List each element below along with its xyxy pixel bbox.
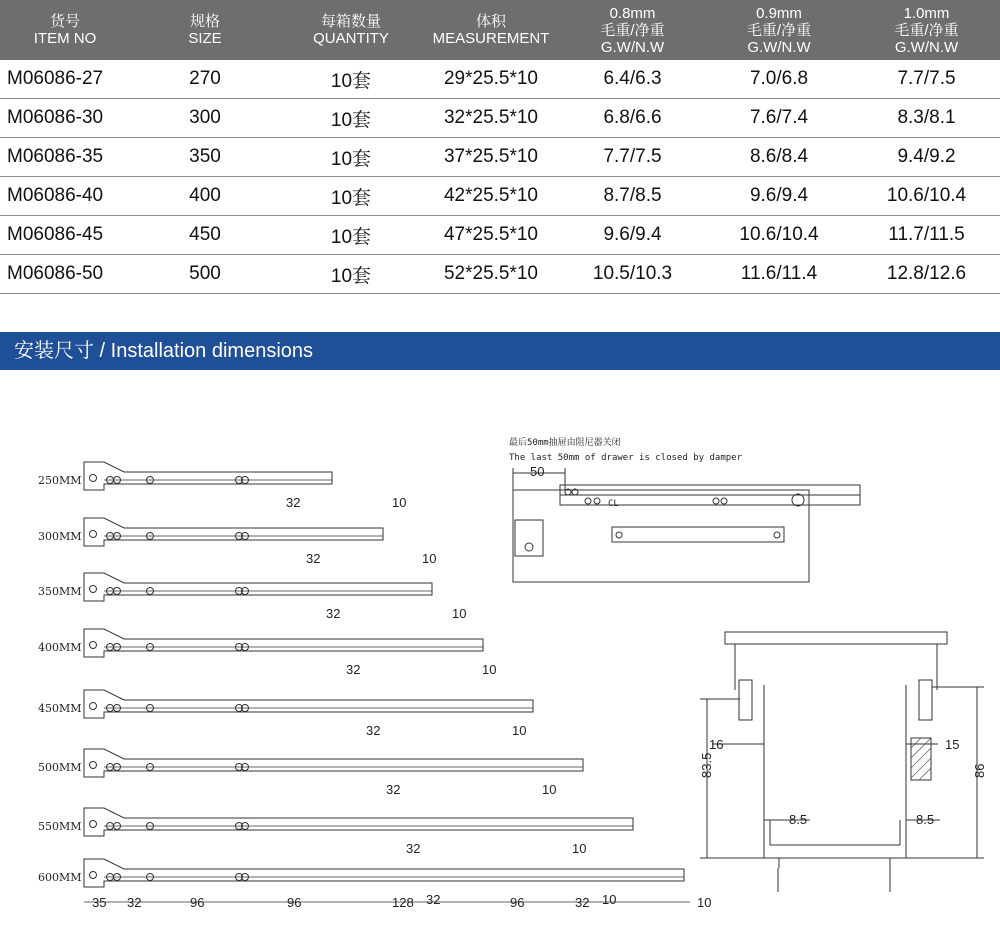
table-cell: 12.8/12.6 xyxy=(853,255,1000,294)
table-cell: 7.6/7.4 xyxy=(705,99,853,138)
rail-outline xyxy=(84,859,684,887)
table-cell: 32*25.5*10 xyxy=(422,99,560,138)
rail-outline xyxy=(84,808,633,836)
table-cell: 9.6/9.4 xyxy=(560,216,705,255)
rail-dimension: 32 xyxy=(386,782,401,797)
table-row xyxy=(0,177,1000,216)
mounting-hole xyxy=(90,531,97,538)
mounting-hole xyxy=(90,821,97,828)
table-cell: 10.6/10.4 xyxy=(853,177,1000,216)
table-cell: 500 xyxy=(130,255,280,294)
dim-32-a: 32 xyxy=(127,895,142,910)
rail-dimension: 10 xyxy=(392,495,407,510)
table-row xyxy=(0,255,1000,294)
damper-dim-50: 50 xyxy=(530,464,545,479)
damper-note-cn: 最后50mm抽屉由阻尼器关闭 xyxy=(509,438,621,448)
mounting-hole xyxy=(90,703,97,710)
table-cell: 450 xyxy=(130,216,280,255)
table-cell: M06086-45 xyxy=(0,216,130,255)
table-cell: 10套 xyxy=(280,60,422,99)
header-weight-08: 0.8mm 毛重/净重 G.W/N.W xyxy=(560,0,705,60)
dim-128: 128 xyxy=(392,895,414,910)
table-cell: 9.4/9.2 xyxy=(853,138,1000,177)
rail-dimension: 10 xyxy=(542,782,557,797)
mounting-hole xyxy=(90,586,97,593)
mounting-hole xyxy=(90,642,97,649)
rail-outline xyxy=(84,629,483,657)
dim-83-5: 83.5 xyxy=(699,752,714,778)
rail-stack xyxy=(38,462,684,907)
header-quantity: 每箱数量 QUANTITY xyxy=(280,0,422,60)
rail-length-label: 600MM xyxy=(38,871,82,884)
dim-16: 16 xyxy=(709,737,724,752)
rail-dimension: 32 xyxy=(346,662,361,677)
rail-length-label: 500MM xyxy=(38,761,82,774)
table-cell: 8.3/8.1 xyxy=(853,99,1000,138)
table-cell: 300 xyxy=(130,99,280,138)
installation-drawing xyxy=(0,400,1000,941)
table-cell: 11.6/11.4 xyxy=(705,255,853,294)
header-weight-09: 0.9mm 毛重/净重 G.W/N.W xyxy=(705,0,853,60)
header-size: 规格 SIZE xyxy=(130,0,280,60)
rail-length-label: 400MM xyxy=(38,641,82,654)
table-cell: 11.7/11.5 xyxy=(853,216,1000,255)
rail-dimension: 32 xyxy=(426,892,441,907)
dim-15: 15 xyxy=(945,737,960,752)
cross-section-view xyxy=(700,632,984,892)
dim-8-5-left: 8.5 xyxy=(789,812,808,827)
table-row xyxy=(0,60,1000,99)
table-cell: M06086-30 xyxy=(0,99,130,138)
dim-32-b: 32 xyxy=(575,895,590,910)
header-measurement: 体积 MEASUREMENT xyxy=(422,0,560,60)
table-cell: 10.6/10.4 xyxy=(705,216,853,255)
table-cell: 8.6/8.4 xyxy=(705,138,853,177)
table-header-row xyxy=(0,0,1000,60)
damper-view xyxy=(513,468,860,582)
rail-length-label: 550MM xyxy=(38,820,82,833)
rail-outline xyxy=(84,518,383,546)
table-cell: 29*25.5*10 xyxy=(422,60,560,99)
rail-length-label: 300MM xyxy=(38,530,82,543)
dim-96-b: 96 xyxy=(287,895,302,910)
table-cell: 9.6/9.4 xyxy=(705,177,853,216)
table-cell: 7.7/7.5 xyxy=(853,60,1000,99)
table-cell: M06086-27 xyxy=(0,60,130,99)
dim-96-c: 96 xyxy=(510,895,525,910)
table-cell: 6.4/6.3 xyxy=(560,60,705,99)
table-cell: 270 xyxy=(130,60,280,99)
table-cell: 7.0/6.8 xyxy=(705,60,853,99)
table-cell: 37*25.5*10 xyxy=(422,138,560,177)
rail-dimension: 32 xyxy=(366,723,381,738)
dim-8-5-right: 8.5 xyxy=(916,812,935,827)
dim-10-bottom: 10 xyxy=(697,895,712,910)
table-cell: M06086-40 xyxy=(0,177,130,216)
table-cell: 6.8/6.6 xyxy=(560,99,705,138)
rail-length-label: 350MM xyxy=(38,585,82,598)
rail-length-label: 250MM xyxy=(38,474,82,487)
rail-dimension: 10 xyxy=(512,723,527,738)
table-cell: 7.7/7.5 xyxy=(560,138,705,177)
rail-dimension: 32 xyxy=(286,495,301,510)
rail-dimension: 32 xyxy=(406,841,421,856)
mounting-hole xyxy=(90,762,97,769)
table-cell: 8.7/8.5 xyxy=(560,177,705,216)
spec-table xyxy=(0,0,1000,294)
rail-outline xyxy=(84,690,533,718)
cl-label: CL xyxy=(608,499,619,509)
table-cell: M06086-35 xyxy=(0,138,130,177)
rail-dimension: 10 xyxy=(572,841,587,856)
rail-dimension: 32 xyxy=(306,551,321,566)
table-cell: 42*25.5*10 xyxy=(422,177,560,216)
table-cell: 52*25.5*10 xyxy=(422,255,560,294)
rail-dimension: 32 xyxy=(326,606,341,621)
mounting-hole xyxy=(90,872,97,879)
table-cell: 10套 xyxy=(280,177,422,216)
dim-35: 35 xyxy=(92,895,107,910)
table-row xyxy=(0,216,1000,255)
table-cell: 10套 xyxy=(280,216,422,255)
dim-96-a: 96 xyxy=(190,895,205,910)
section-title: 安装尺寸 / Installation dimensions xyxy=(14,340,314,362)
table-cell: 350 xyxy=(130,138,280,177)
table-cell: 10套 xyxy=(280,99,422,138)
table-row xyxy=(0,138,1000,177)
table-cell: 10套 xyxy=(280,255,422,294)
header-item-no: 货号 ITEM NO xyxy=(0,0,130,60)
rail-outline xyxy=(84,573,432,601)
header-weight-10: 1.0mm 毛重/净重 G.W/N.W xyxy=(853,0,1000,60)
table-cell: M06086-50 xyxy=(0,255,130,294)
rail-length-label: 450MM xyxy=(38,702,82,715)
rail-outline xyxy=(84,749,583,777)
rail-dimension: 10 xyxy=(602,892,617,907)
damper-note-en: The last 50mm of drawer is closed by damper xyxy=(509,453,742,463)
rail-outline xyxy=(84,462,332,490)
section-banner xyxy=(0,332,1000,370)
table-cell: 10.5/10.3 xyxy=(560,255,705,294)
rail-dimension: 10 xyxy=(482,662,497,677)
table-cell: 47*25.5*10 xyxy=(422,216,560,255)
table-cell: 400 xyxy=(130,177,280,216)
rail-dimension: 10 xyxy=(422,551,437,566)
table-row xyxy=(0,99,1000,138)
rail-dimension: 10 xyxy=(452,606,467,621)
dim-86: 86 xyxy=(972,763,987,778)
mounting-hole xyxy=(90,475,97,482)
table-cell: 10套 xyxy=(280,138,422,177)
